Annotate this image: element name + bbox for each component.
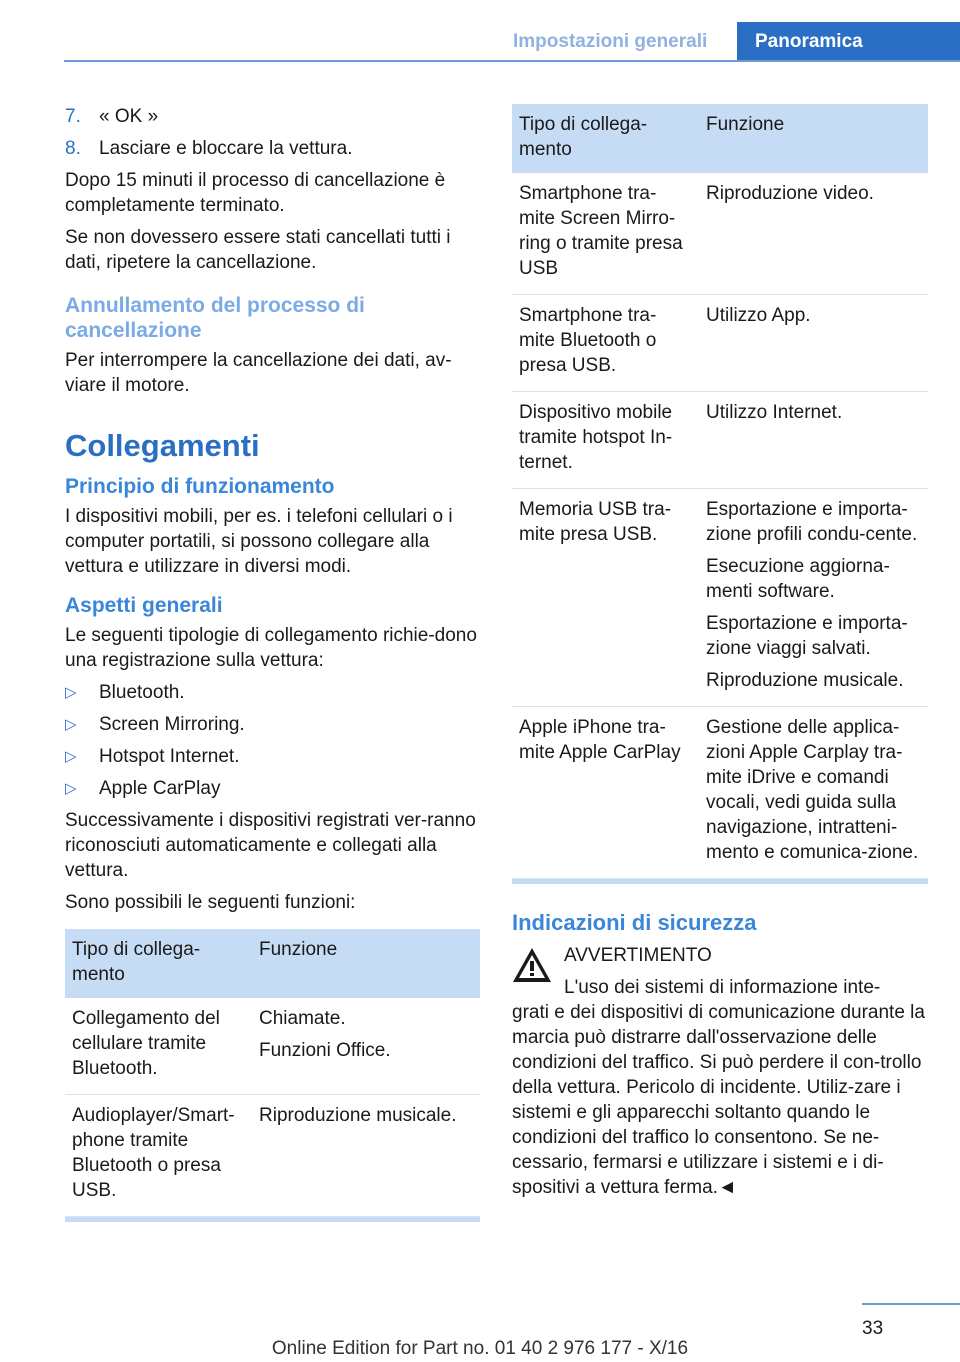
- warning-first-line: L'uso dei sistemi di informazione inte-: [564, 977, 881, 998]
- table-row: [65, 998, 480, 1095]
- table-end-rule: [512, 879, 928, 884]
- paragraph: Successivamente i dispositivi registrati ver-ranno riconosciuti automaticamente e collegati alla vettura.: [65, 810, 476, 881]
- section-heading-principle: Principio di funzionamento: [65, 475, 335, 498]
- list-item: [65, 712, 480, 737]
- page-number: 33: [862, 1318, 884, 1339]
- table-cell-function: [699, 489, 928, 707]
- warning-body: grati e dei dispositivi di comunicazione durante la marcia può distrarre dall'osservazione delle condizioni del traffico. Si può perdere il con-trollo della vettura. Pericolo di incidente. Utiliz-zare i sistemi e gli apparecchi soltanto quando le condizioni del traffico lo consentono. Se ne-cessario, fermarsi e utilizzare i sistemi e i di-spositivi a vettura ferma.◄: [512, 1002, 925, 1198]
- step-number: 7.: [65, 106, 81, 127]
- page-number-rule: [862, 1303, 960, 1305]
- triangle-bullet-icon: ▷: [65, 780, 77, 797]
- table-cell-function: [699, 173, 928, 295]
- function-item: Utilizzo Internet.: [706, 402, 843, 423]
- list-item-text: Bluetooth.: [99, 682, 185, 703]
- table-row: [512, 173, 928, 295]
- step-text: « OK »: [99, 106, 159, 127]
- chapter-heading: Collegamenti: [65, 428, 260, 463]
- table-cell-function: [699, 392, 928, 489]
- triangle-bullet-icon: ▷: [65, 748, 77, 765]
- list-item: [65, 680, 480, 705]
- list-item-text: Screen Mirroring.: [99, 714, 245, 735]
- table-cell-type: Memoria USB tra-mite presa USB.: [512, 489, 699, 707]
- header-rule: [64, 60, 960, 62]
- list-item-text: Hotspot Internet.: [99, 746, 240, 767]
- warning-title: AVVERTIMENTO: [564, 945, 712, 966]
- table-cell-type: Dispositivo mobile tramite hotspot In-ternet.: [512, 392, 699, 489]
- section-heading-general: Aspetti generali: [65, 594, 223, 617]
- header-section-title: Impostazioni generali: [513, 31, 708, 52]
- table-cell-type: Apple iPhone tra-mite Apple CarPlay: [512, 707, 699, 879]
- table-cell-function: [699, 295, 928, 392]
- function-item: Riproduzione musicale.: [259, 1105, 457, 1126]
- table-header-row: [512, 104, 928, 173]
- table-cell-function: [699, 707, 928, 879]
- table-cell-type: Collegamento del cellulare tramite Bluetooth.: [65, 998, 252, 1095]
- warning-block: [512, 943, 928, 1200]
- function-item: Utilizzo App.: [706, 305, 811, 326]
- connections-table-left: [65, 929, 480, 1217]
- table-cell-type: Audioplayer/Smart-phone tramite Bluetooth o presa USB.: [65, 1095, 252, 1217]
- table-header-row: [65, 929, 480, 998]
- section-heading-safety: Indicazioni di sicurezza: [512, 910, 757, 935]
- warning-triangle-icon: [512, 947, 552, 983]
- list-item: [65, 776, 480, 801]
- table-row: [512, 707, 928, 879]
- step-number: 8.: [65, 138, 81, 159]
- table-cell-type: Smartphone tra-mite Bluetooth o presa USB.: [512, 295, 699, 392]
- paragraph: Le seguenti tipologie di collegamento richie-dono una registrazione sulla vettura:: [65, 625, 477, 671]
- section-heading-cancel: Annullamento del processo di cancellazione: [65, 294, 365, 342]
- function-item: Chiamate.: [259, 1008, 346, 1029]
- paragraph: Per interrompere la cancellazione dei dati, av-viare il motore.: [65, 350, 452, 396]
- function-item: Riproduzione musicale.: [706, 670, 904, 691]
- table-header-function: Funzione: [252, 929, 480, 998]
- paragraph: I dispositivi mobili, per es. i telefoni cellulari o i computer portatili, si possono collegare alla vettura e utilizzare in diversi modi.: [65, 506, 453, 577]
- function-item: Gestione delle applica-zioni Apple Carplay tra-mite iDrive e comandi vocali, vedi guida sulla navigazione, intratteni-mento e comunica-zione.: [706, 717, 919, 863]
- paragraph: Sono possibili le seguenti funzioni:: [65, 892, 356, 913]
- step-item: [65, 136, 480, 161]
- table-row: [512, 489, 928, 707]
- function-item: Esportazione e importa-zione viaggi salvati.: [706, 613, 908, 659]
- connections-table-right: [512, 104, 928, 879]
- triangle-bullet-icon: ▷: [65, 716, 77, 733]
- function-item: Funzioni Office.: [259, 1040, 391, 1061]
- step-item: [65, 104, 480, 129]
- right-column: [512, 104, 928, 1200]
- function-item: Esecuzione aggiorna-menti software.: [706, 556, 890, 602]
- table-cell-function: [252, 1095, 480, 1217]
- step-text: Lasciare e bloccare la vettura.: [99, 138, 353, 159]
- list-item-text: Apple CarPlay: [99, 778, 221, 799]
- table-header-type: Tipo di collega-mento: [512, 104, 699, 173]
- footer-edition: Online Edition for Part no. 01 40 2 976 177 - X/16: [271, 1338, 689, 1359]
- table-end-rule: [65, 1217, 480, 1222]
- table-header-type: Tipo di collega-mento: [65, 929, 252, 998]
- function-item: Esportazione e importa-zione profili condu-cente.: [706, 499, 918, 545]
- left-column: [65, 104, 480, 1222]
- function-item: Riproduzione video.: [706, 183, 874, 204]
- paragraph: Dopo 15 minuti il processo di cancellazione è completamente terminato.: [65, 170, 446, 216]
- table-row: [512, 392, 928, 489]
- table-header-function: Funzione: [699, 104, 928, 173]
- table-row: [512, 295, 928, 392]
- table-cell-type: Smartphone tra-mite Screen Mirro-ring o tramite presa USB: [512, 173, 699, 295]
- list-item: [65, 744, 480, 769]
- paragraph: Se non dovessero essere stati cancellati tutti i dati, ripetere la cancellazione.: [65, 227, 451, 273]
- header-tab: Panoramica: [737, 22, 960, 62]
- triangle-bullet-icon: ▷: [65, 684, 77, 701]
- table-cell-function: [252, 998, 480, 1095]
- table-row: [65, 1095, 480, 1217]
